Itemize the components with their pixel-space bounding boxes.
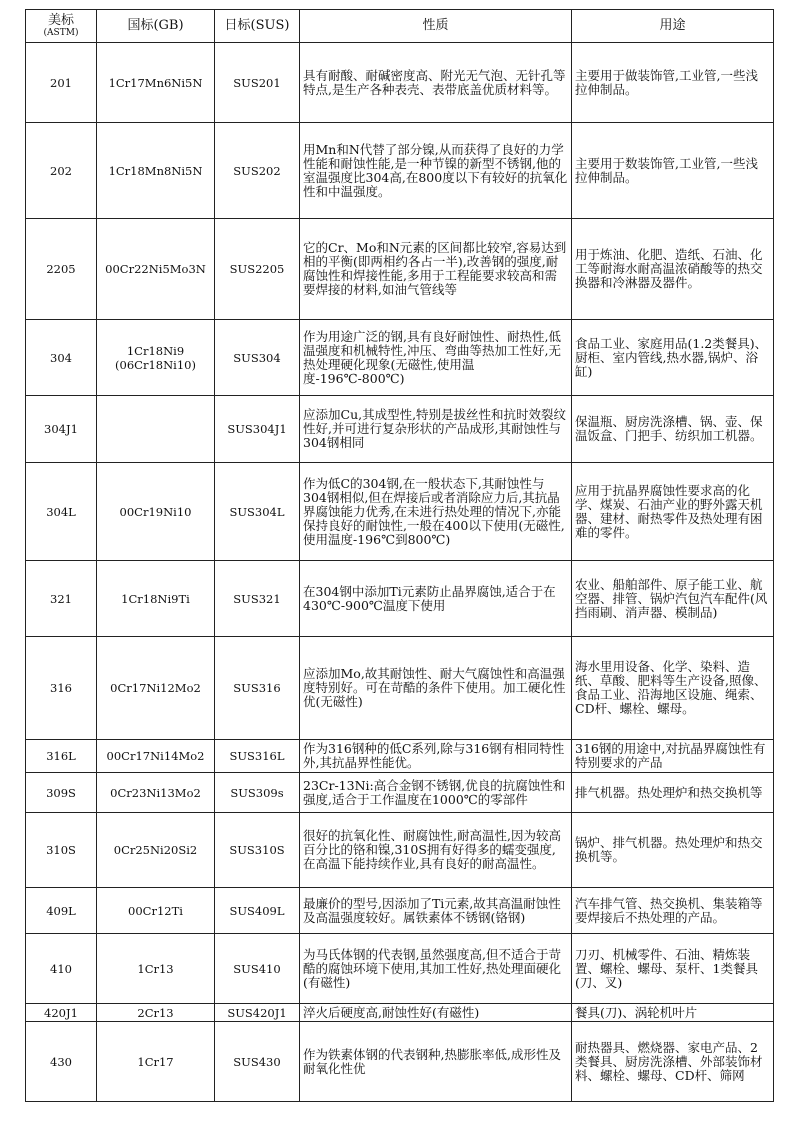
cell-gb: [97, 123, 215, 219]
table-row: [26, 773, 774, 813]
cell-usage: 锅炉、排气机器。热处理炉和热交换机等。: [572, 813, 774, 888]
table-row: [26, 1022, 774, 1102]
cell-property: 23Cr-13Ni:高合金钢不锈钢,优良的抗腐蚀性和强度,适合于工作温度在1000℃的零部件: [300, 773, 572, 813]
cell-astm: 201: [26, 43, 97, 123]
table-row: [26, 43, 774, 123]
cell-gb-grade: 1Cr18Ni9Ti: [121, 591, 190, 606]
cell-usage: 主要用于数装饰管,工业管,一些浅拉伸制品。: [572, 123, 774, 219]
cell-gb: [97, 219, 215, 320]
cell-gb: [97, 1022, 215, 1102]
table-row: [26, 1004, 774, 1022]
cell-usage: 主要用于做装饰管,工业管,一些浅拉伸制品。: [572, 43, 774, 123]
cell-astm: 316: [26, 637, 97, 740]
cell-gb: [97, 740, 215, 773]
header-astm-label: 美标: [47, 13, 74, 28]
table-row: [26, 934, 774, 1004]
cell-gb-grade: 1Cr18Ni9: [126, 343, 185, 358]
cell-sus: SUS316: [215, 637, 300, 740]
stainless-steel-grade-table: [25, 9, 774, 1102]
cell-sus: SUS304J1: [215, 396, 300, 463]
cell-gb: [97, 463, 215, 561]
cell-sus: SUS2205: [215, 219, 300, 320]
cell-astm: 430: [26, 1022, 97, 1102]
cell-gb-alt-grade: (06Cr18Ni10): [115, 357, 196, 372]
cell-sus: SUS310S: [215, 813, 300, 888]
cell-usage: 排气机器。热处理炉和热交换机等: [572, 773, 774, 813]
cell-gb: [97, 888, 215, 934]
cell-usage: 用于炼油、化肥、造纸、石油、化工等耐海水耐高温浓硝酸等的热交换器和冷淋器及器件。: [572, 219, 774, 320]
cell-gb: [97, 1004, 215, 1022]
table-row: [26, 813, 774, 888]
cell-usage: 应用于抗晶界腐蚀性要求高的化学、煤炭、石油产业的野外露天机器、建材、耐热零件及热处理有困难的零件。: [572, 463, 774, 561]
cell-astm: 316L: [26, 740, 97, 773]
cell-property: 淬火后硬度高,耐蚀性好(有磁性): [300, 1004, 572, 1022]
cell-property: 应添加Cu,其成型性,特别是拔丝性和抗时效裂纹性好,并可进行复杂形状的产品成形,其耐蚀性与304钢相同: [300, 396, 572, 463]
header-astm: [26, 10, 97, 43]
table-row: [26, 561, 774, 637]
cell-sus: SUS304L: [215, 463, 300, 561]
cell-gb-grade: 0Cr23Ni13Mo2: [110, 785, 201, 800]
cell-gb-grade: 1Cr13: [137, 961, 174, 976]
cell-astm: 410: [26, 934, 97, 1004]
cell-gb-grade: 00Cr22Ni5Mo3N: [105, 262, 206, 276]
cell-gb: [97, 813, 215, 888]
cell-usage: 海水里用设备、化学、染料、造纸、草酸、肥料等生产设备,照像、食品工业、沿海地区设施、绳索、CD杆、螺栓、螺母。: [572, 637, 774, 740]
cell-gb-grade: 2Cr13: [137, 1005, 174, 1020]
cell-property: 在304钢中添加Ti元素防止晶界腐蚀,适合于在430℃-900℃温度下使用: [300, 561, 572, 637]
cell-gb-grade: 00Cr19Ni10: [119, 504, 192, 519]
table-row: [26, 463, 774, 561]
header-row: [26, 10, 774, 43]
cell-astm: 409L: [26, 888, 97, 934]
cell-sus: SUS202: [215, 123, 300, 219]
cell-astm: 304: [26, 320, 97, 396]
cell-gb: [97, 934, 215, 1004]
cell-sus: SUS409L: [215, 888, 300, 934]
table-row: [26, 637, 774, 740]
cell-sus: SUS410: [215, 934, 300, 1004]
cell-astm: 321: [26, 561, 97, 637]
cell-property: 最廉价的型号,因添加了Ti元素,故其高温耐蚀性及高温强度较好。属铁素体不锈钢(铬钢): [300, 888, 572, 934]
cell-usage: 农业、船舶部件、原子能工业、航空器、排管、锅炉汽包汽车配件(风挡雨刷、消声器、模制品): [572, 561, 774, 637]
cell-property: 作为用途广泛的钢,具有良好耐蚀性、耐热性,低温强度和机械特性,冲压、弯曲等热加工性好,无热处理硬化现象(无磁性,使用温度-196℃-800℃): [300, 320, 572, 396]
cell-property: 应添加Mo,故其耐蚀性、耐大气腐蚀性和高温强度特别好。可在苛酷的条件下使用。加工硬化性优(无磁性): [300, 637, 572, 740]
table-row: [26, 396, 774, 463]
cell-sus: SUS430: [215, 1022, 300, 1102]
cell-property: 用Mn和N代替了部分镍,从而获得了良好的力学性能和耐蚀性能,是一种节镍的新型不锈钢,他的室温强度比304高,在800度以下有较好的抗氧化性和中温强度。: [300, 123, 572, 219]
cell-usage: 食品工业、家庭用品(1.2类餐具)、厨柜、室内管线,热水器,锅炉、浴缸): [572, 320, 774, 396]
cell-gb-grade: 1Cr18Mn8Ni5N: [108, 163, 203, 178]
cell-property: 作为低C的304钢,在一般状态下,其耐蚀性与304钢相似,但在焊接后或者消除应力后,其抗晶界腐蚀能力优秀,在未进行热处理的情况下,亦能保持良好的耐蚀性,一般在400以下使用(无磁性,使用温度-196℃到800℃): [300, 463, 572, 561]
cell-sus: SUS201: [215, 43, 300, 123]
cell-astm: 2205: [26, 219, 97, 320]
header-property: 性质: [300, 10, 572, 43]
header-usage: 用途: [572, 10, 774, 43]
cell-usage: 刀刃、机械零件、石油、精炼装置、螺栓、螺母、泵杆、1类餐具(刀、叉): [572, 934, 774, 1004]
cell-gb: [97, 43, 215, 123]
cell-gb-grade: 00Cr17Ni14Mo2: [106, 749, 205, 763]
table-row: [26, 320, 774, 396]
cell-usage: 保温瓶、厨房洗涤槽、锅、壶、保温饭盒、门把手、纺织加工机器。: [572, 396, 774, 463]
cell-astm: 309S: [26, 773, 97, 813]
cell-sus: SUS321: [215, 561, 300, 637]
cell-usage: 汽车排气管、热交换机、集装箱等要焊接后不热处理的产品。: [572, 888, 774, 934]
cell-property: 它的Cr、Mo和N元素的区间都比较窄,容易达到相的平衡(即两相约各占一半),改善钢的强度,耐腐蚀性和焊接性能,多用于工程能要求较高和需要焊接的材料,如油气管线等: [300, 219, 572, 320]
header-sus: 日标(SUS): [215, 10, 300, 43]
cell-usage: 耐热器具、燃烧器、家电产品、2类餐具、厨房洗涤槽、外部装饰材料、螺栓、螺母、CD杆、筛网: [572, 1022, 774, 1102]
cell-property: 作为316钢种的低C系列,除与316钢有相同特性外,其抗晶界性能优。: [300, 740, 572, 773]
cell-gb: [97, 396, 215, 463]
cell-gb-grade: 1Cr17: [137, 1054, 174, 1069]
table-row: [26, 888, 774, 934]
cell-astm: 304J1: [26, 396, 97, 463]
table-row: [26, 740, 774, 773]
cell-property: 为马氏体钢的代表钢,虽然强度高,但不适合于苛酷的腐蚀环境下使用,其加工性好,热处理面硬化(有磁性): [300, 934, 572, 1004]
cell-usage: 316钢的用途中,对抗晶界腐蚀性有特别要求的产品: [572, 740, 774, 773]
cell-sus: SUS420J1: [215, 1004, 300, 1022]
cell-astm: 304L: [26, 463, 97, 561]
cell-sus: SUS309s: [215, 773, 300, 813]
cell-sus: SUS304: [215, 320, 300, 396]
cell-astm: 202: [26, 123, 97, 219]
header-astm-sub: (ASTM): [43, 28, 79, 38]
cell-property: 很好的抗氧化性、耐腐蚀性,耐高温性,因为较高百分比的铬和镍,310S拥有好得多的蠕变强度,在高温下能持续作业,具有良好的耐高温性。: [300, 813, 572, 888]
cell-gb: [97, 320, 215, 396]
cell-property: 作为铁素体钢的代表钢种,热膨胀率低,成形性及耐氧化性优: [300, 1022, 572, 1102]
cell-property: 具有耐酸、耐碱密度高、附光无气泡、无针孔等特点,是生产各种表壳、表带底盖优质材料等。: [300, 43, 572, 123]
table-row: [26, 123, 774, 219]
header-gb: 国标(GB): [97, 10, 215, 43]
cell-gb: [97, 637, 215, 740]
cell-gb-grade: 1Cr17Mn6Ni5N: [108, 75, 203, 90]
cell-gb-grade: 0Cr17Ni12Mo2: [110, 681, 201, 695]
cell-gb-grade: 00Cr12Ti: [128, 903, 183, 918]
cell-sus: SUS316L: [215, 740, 300, 773]
cell-usage: 餐具(刀)、涡轮机叶片: [572, 1004, 774, 1022]
cell-astm: 420J1: [26, 1004, 97, 1022]
cell-gb: [97, 561, 215, 637]
table-row: [26, 219, 774, 320]
cell-astm: 310S: [26, 813, 97, 888]
cell-gb-grade: 0Cr25Ni20Si2: [113, 843, 198, 857]
cell-gb: [97, 773, 215, 813]
